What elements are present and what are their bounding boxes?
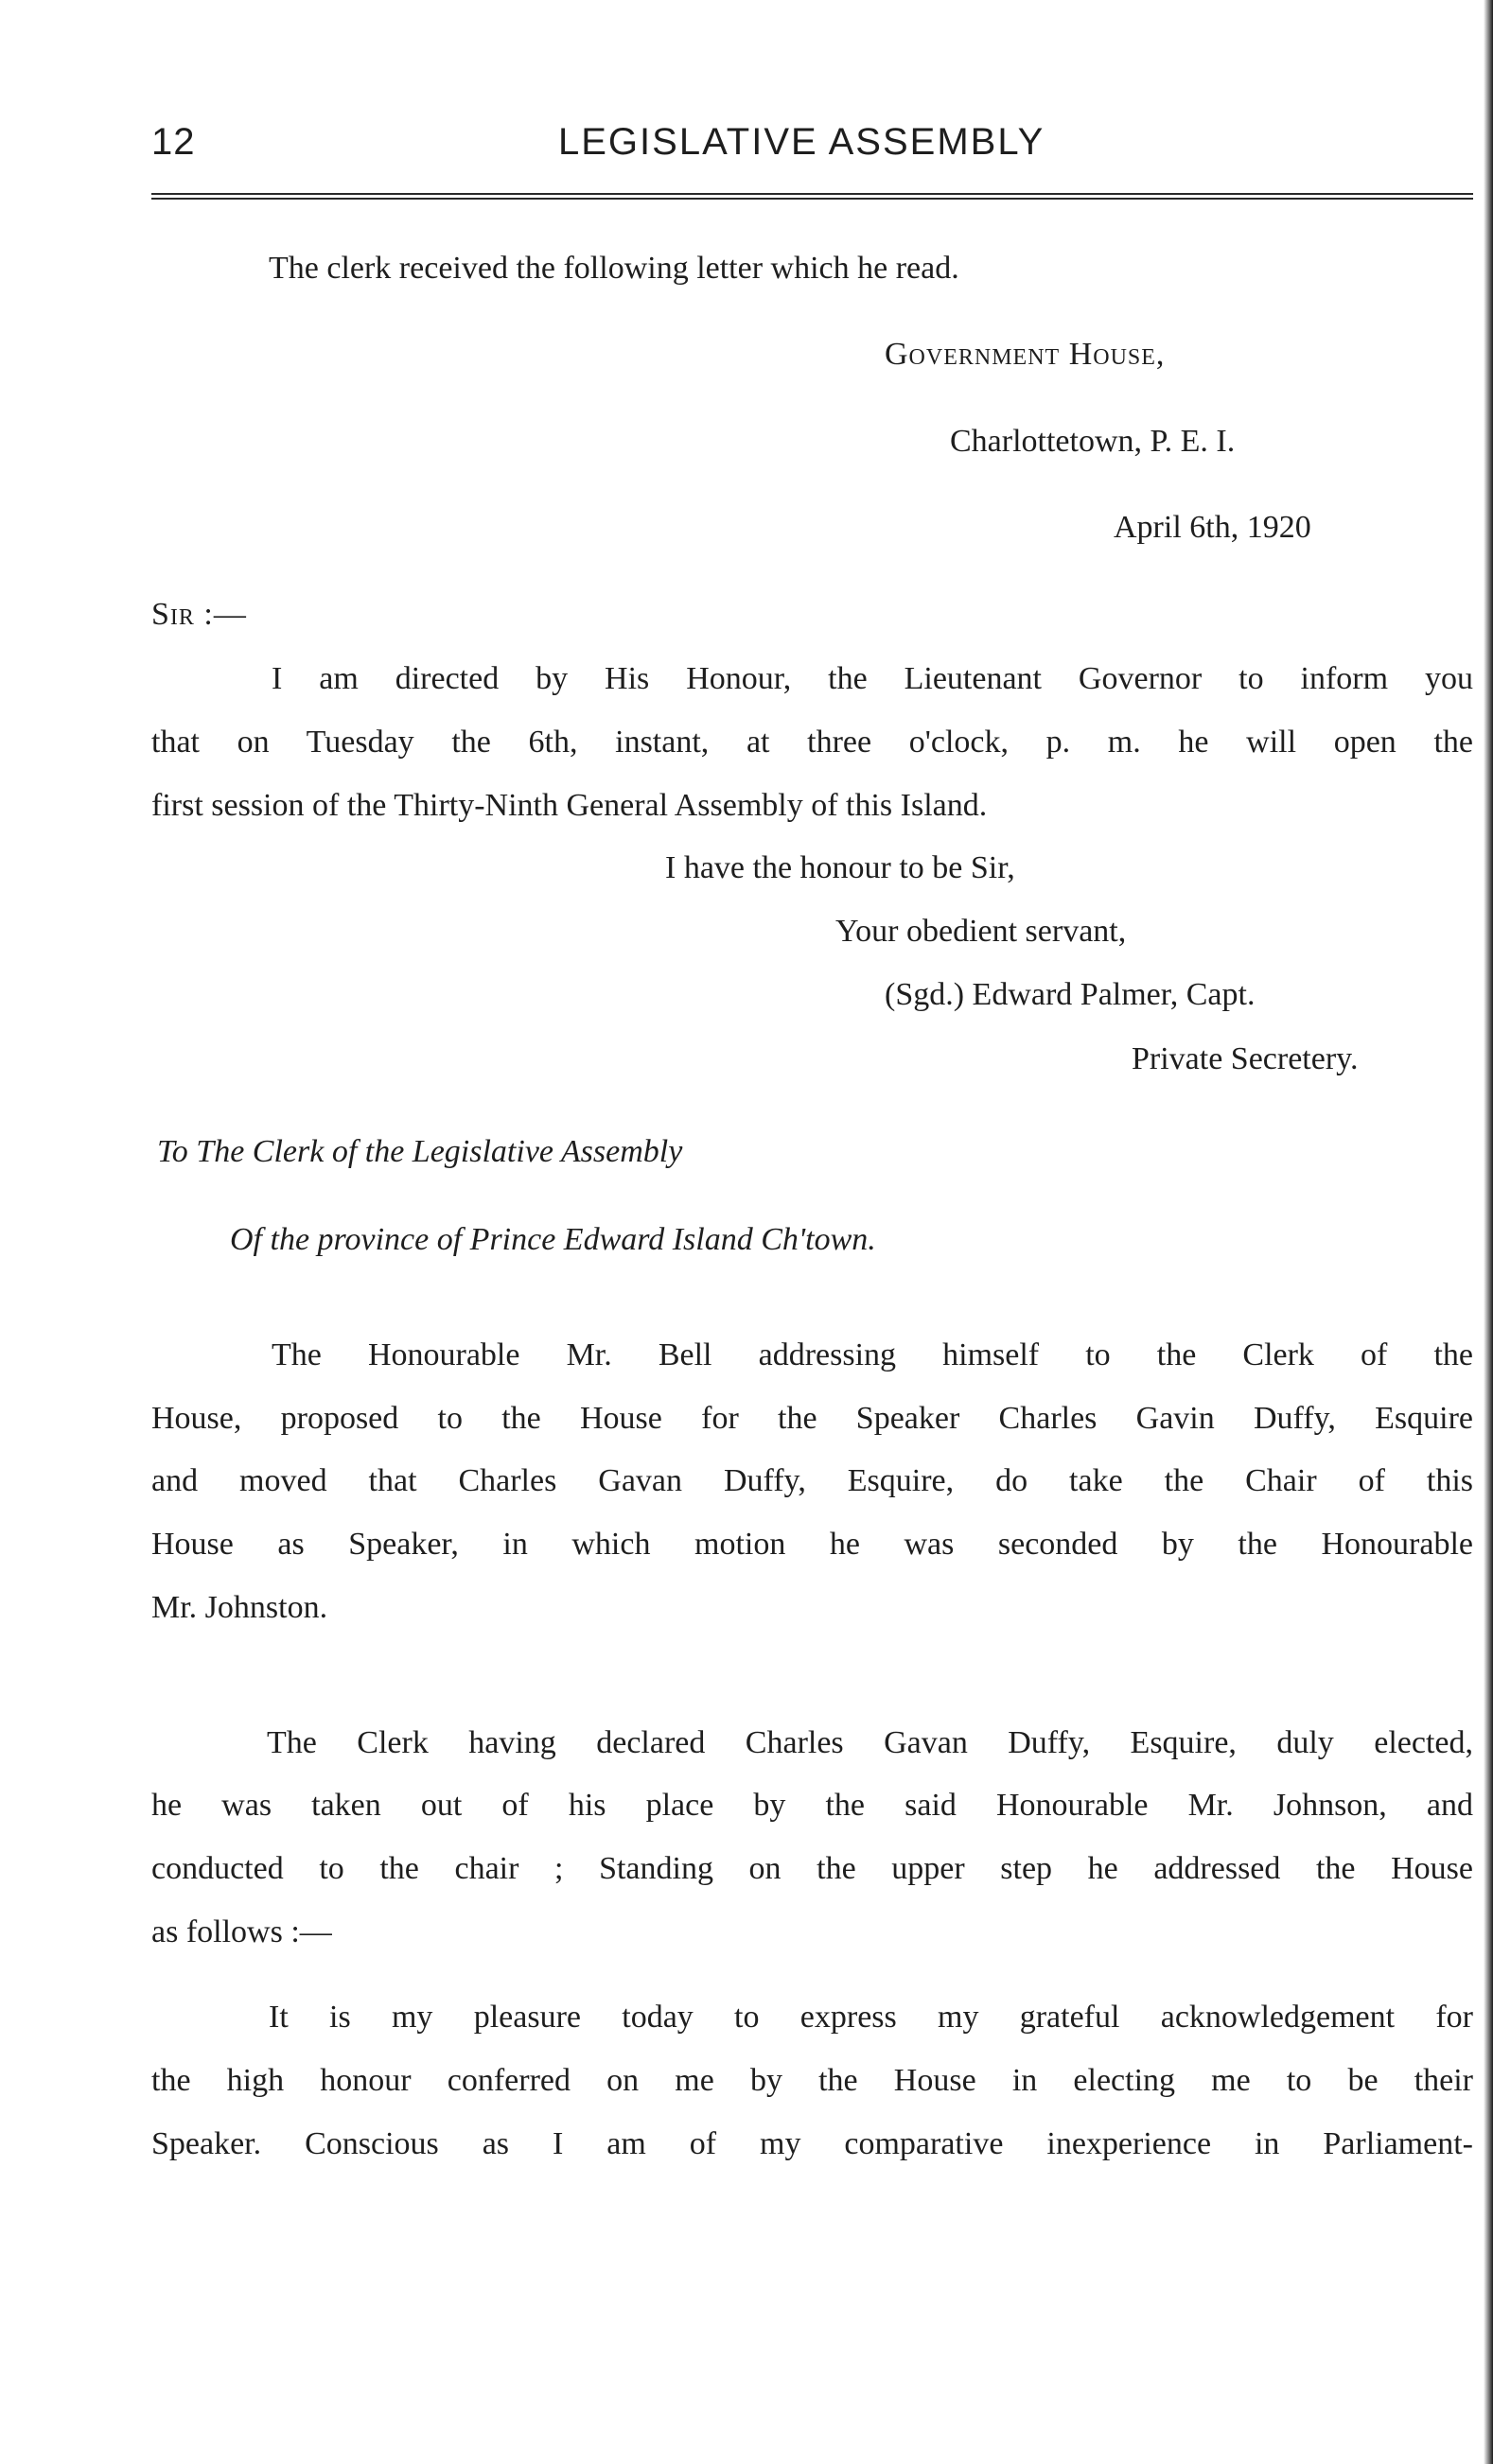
paragraph-line: the high honour conferred on me by the House in electing me to be their: [151, 2063, 1473, 2098]
letter-address-line-1: Government House,: [885, 337, 1166, 372]
paragraph-line: It is my pleasure today to express my grateful acknowledgement for: [269, 2000, 1473, 2035]
page-number: 12: [151, 121, 196, 163]
paragraph-line: as follows :—: [151, 1914, 332, 1949]
header-rule-top: [151, 193, 1473, 195]
paragraph-line: and moved that Charles Gavan Duffy, Esquire, do take the Chair of this: [151, 1463, 1473, 1498]
paragraph-line: conducted to the chair ; Standing on the upper step he addressed the House: [151, 1851, 1473, 1886]
header-rule: [151, 193, 1473, 200]
letter-closing-1: I have the honour to be Sir,: [665, 850, 1015, 885]
letter-addressee-2: Of the province of Prince Edward Island Ch'town.: [230, 1222, 876, 1257]
letter-body-line: first session of the Thirty-Ninth General Assembly of this Island.: [151, 788, 988, 823]
letter-signature-title: Private Secretery.: [1132, 1041, 1359, 1076]
letter-body-line: I am directed by His Honour, the Lieutenant Governor to inform you: [272, 661, 1473, 696]
letter-address-line-2: Charlottetown, P. E. I.: [950, 424, 1236, 459]
page-edge-shadow: [1484, 0, 1493, 2464]
letter-salutation: Sir :—: [151, 597, 247, 632]
paragraph-line: House, proposed to the House for the Speaker Charles Gavin Duffy, Esquire: [151, 1401, 1473, 1436]
running-head: LEGISLATIVE ASSEMBLY: [558, 121, 1045, 163]
paragraph-line: he was taken out of his place by the said Honourable Mr. Johnson, and: [151, 1788, 1473, 1823]
page-header: [151, 121, 1473, 178]
header-rule-bottom: [151, 198, 1473, 200]
letter-intro: The clerk received the following letter which he read.: [269, 251, 959, 286]
letter-closing-2: Your obedient servant,: [835, 914, 1127, 949]
paragraph-line: House as Speaker, in which motion he was seconded by the Honourable: [151, 1527, 1473, 1562]
letter-date: April 6th, 1920: [1114, 510, 1311, 545]
letter-body-line: that on Tuesday the 6th, instant, at three o'clock, p. m. he will open the: [151, 725, 1473, 760]
paragraph-line: Mr. Johnston.: [151, 1590, 328, 1625]
paragraph-line: The Honourable Mr. Bell addressing himself to the Clerk of the: [272, 1337, 1473, 1372]
paragraph-line: The Clerk having declared Charles Gavan Duffy, Esquire, duly elected,: [267, 1725, 1473, 1760]
paragraph-line: Speaker. Conscious as I am of my comparative inexperience in Parliament-: [151, 2126, 1473, 2161]
letter-addressee-1: To The Clerk of the Legislative Assembly: [157, 1134, 683, 1169]
letter-signature: (Sgd.) Edward Palmer, Capt.: [885, 977, 1256, 1012]
